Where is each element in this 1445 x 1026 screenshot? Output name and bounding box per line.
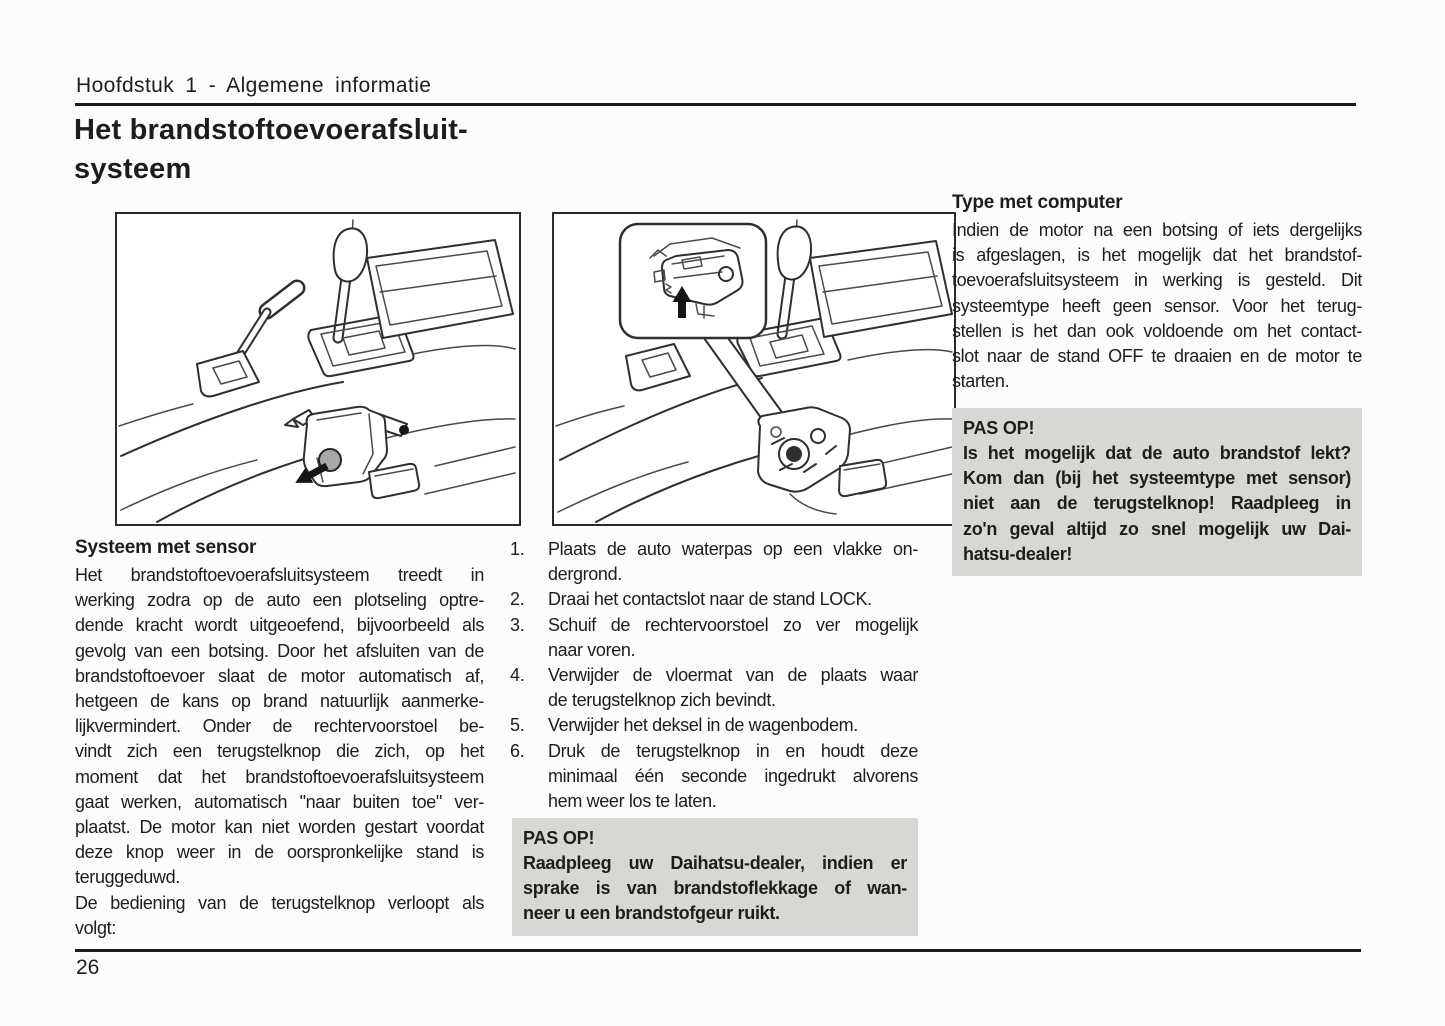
step-text: Plaats de auto waterpas op een vlakke on- dergrond. (548, 539, 918, 585)
step-item-3 (510, 613, 918, 663)
warning-box-fuel-leak (952, 408, 1362, 576)
step-number: 2. (510, 589, 525, 610)
step-text: Verwijder het deksel in de wagenbodem. (548, 715, 858, 736)
page-title: Het brandstoftoevoerafsluit- systeem (74, 114, 468, 185)
step-item-1 (510, 537, 918, 587)
handbrake-boot (626, 344, 690, 390)
step-item-5 (510, 713, 918, 738)
computer-type-paragraph: Indien de motor na een botsing of iets dergelijks is afgeslagen, is het mogelijk dat het brandstof- toevoerafsluitsysteem in werking is gesteld. Dit systeemtype heeft geen sensor. Voor het terug- stellen is het dan ook voldoende om het contact- slot naar de stand OFF te draaien en de motor te starten. (952, 220, 1362, 392)
warning-box-dealer (512, 818, 918, 936)
step-number: 4. (510, 665, 525, 686)
step-number: 5. (510, 715, 525, 736)
step-text: Druk de terugstelknop in en houdt deze minimaal één seconde ingedrukt alvorens hem weer los te laten. (548, 740, 918, 812)
handbrake-lever (197, 288, 297, 396)
console-radio-panel (367, 240, 513, 338)
console-line-drawing (117, 214, 519, 524)
section-computer-type (952, 189, 1362, 394)
sensor-system-paragraph-2: De bediening van de terugstelknop verloopt als volgt: (75, 892, 484, 938)
gear-shift-lever (778, 220, 811, 334)
section-heading-computer: Type met computer (952, 192, 1123, 213)
step-number: 6. (510, 740, 525, 761)
callout-bubble (620, 224, 766, 338)
step-number: 3. (510, 614, 525, 635)
reset-button-device (758, 407, 886, 514)
header-rule (75, 103, 1356, 106)
sensor-system-paragraph: Het brandstoftoevoerafsluitsysteem treedt in werking zodra op de auto een plotseling optre- dende kracht wordt uitgeoefend, bijvoorbeeld als gevolg van een botsing. Door het afsluiten van de brandstoftoevoer slaat de motor automatisch af, hetgeen de kans op brand natuurlijk aanmerke- lijkvermindert. Onder de rechtervoorstoel be- vindt zich een terugstelknop die zich, op het moment dat het brandstoftoevoerafsluitsysteem gaat werken, automatisch "naar buiten toe" ver- plaatst. De motor kan niet worden gestart voordat deze knop weer in de oorspronkelijke stand is teruggeduwd. (75, 565, 484, 888)
step-text: Draai het contactslot naar de stand LOCK. (548, 589, 872, 610)
chapter-header: Hoofdstuk 1 - Algemene informatie (76, 74, 432, 97)
warning-title: PAS OP! (963, 418, 1035, 438)
step-text: Verwijder de vloermat van de plaats waar de terugstelknop zich bevindt. (548, 665, 918, 711)
footer-rule (75, 949, 1361, 952)
console-callout-line-drawing (554, 214, 954, 524)
step-text: Schuif de rechtervoorstoel zo ver mogelijk naar voren. (548, 614, 918, 660)
page-number: 26 (76, 956, 100, 979)
step-item-6 (510, 739, 918, 815)
warning-text: Is het mogelijk dat de auto brandstof lekt? Kom dan (bij het systeemtype met sensor) niet aan de terugstelknop! Raadpleeg in zo'n geval altijd zo snel mogelijk uw Dai- hatsu-dealer! (963, 443, 1351, 564)
warning-title: PAS OP! (523, 828, 595, 848)
step-item-4 (510, 663, 918, 713)
section-reset-steps (510, 537, 918, 814)
warning-text: Raadpleeg uw Daihatsu-dealer, indien er sprake is van brandstoflekkage of wan- neer u een brandstofgeur ruikt. (523, 853, 907, 924)
figure-reset-button-callout-illustration (552, 212, 956, 526)
step-number: 1. (510, 539, 525, 559)
reset-button-device (285, 407, 419, 498)
section-heading-sensor: Systeem met sensor (75, 537, 257, 558)
console-radio-panel (810, 241, 952, 337)
steps-list (510, 537, 918, 814)
figure-sensor-system-illustration (115, 212, 521, 526)
section-sensor-system (75, 534, 484, 941)
step-item-2 (510, 587, 918, 612)
